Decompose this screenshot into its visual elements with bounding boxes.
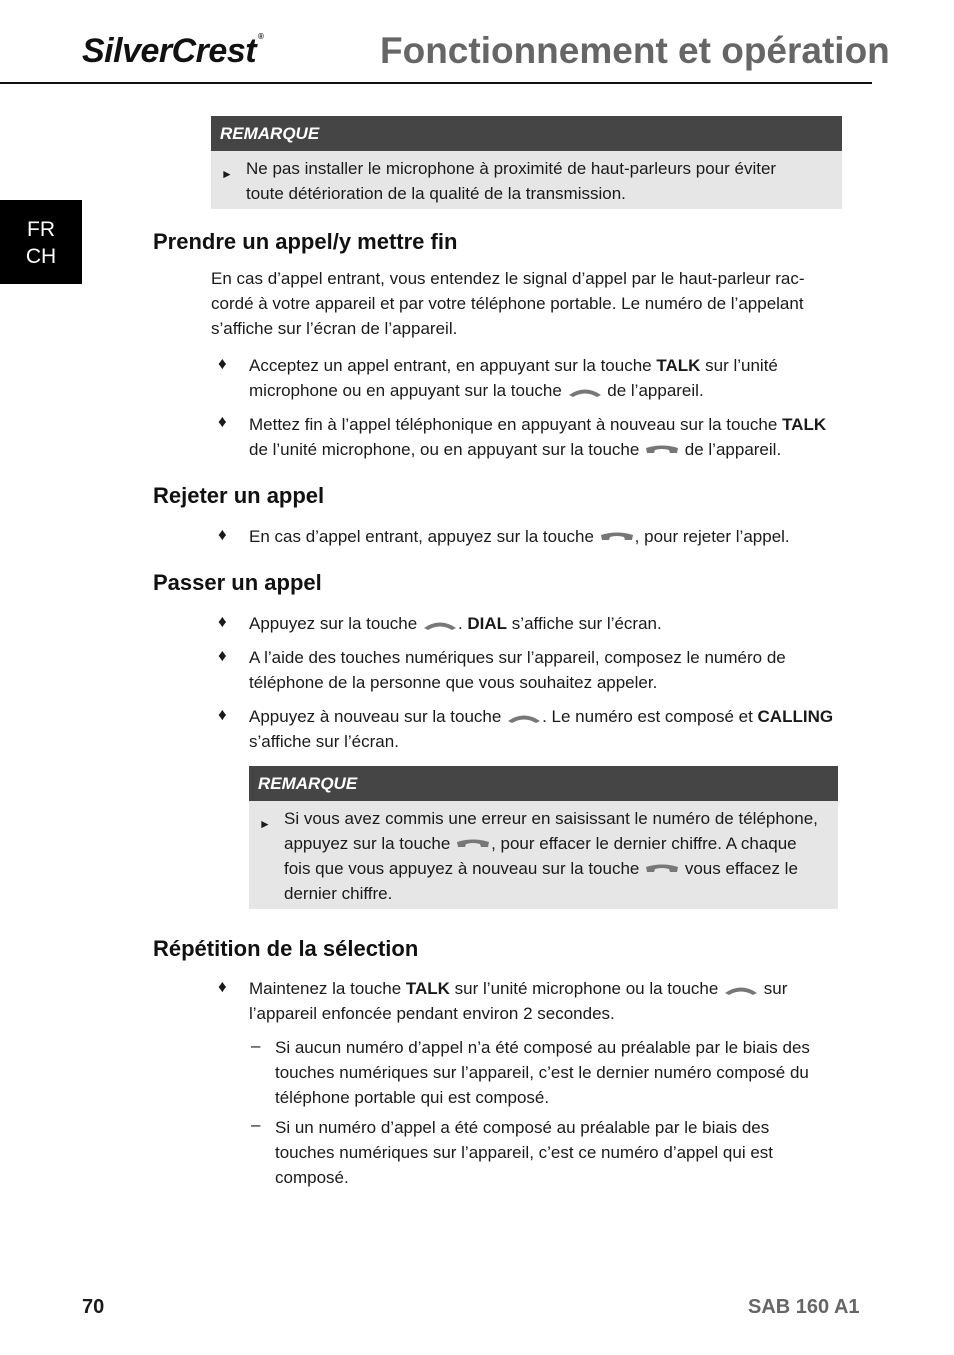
text: touches numériques sur l’appareil, c’est ce numéro d’appel qui est: [275, 1143, 773, 1162]
model-number: SAB 160 A1: [748, 1296, 860, 1318]
diamond-bullet-icon: ♦: [218, 525, 227, 544]
text: A l’aide des touches numériques sur l’appareil, composez le numéro de: [249, 648, 786, 667]
phone-hangup-icon: [455, 838, 491, 852]
brand-logo: [82, 32, 263, 71]
text: microphone ou en appuyant sur la touche: [249, 381, 567, 400]
phone-pickup-icon: [506, 712, 542, 724]
phone-pickup-icon: [567, 386, 603, 398]
arrow-icon: ►: [221, 167, 233, 181]
diamond-bullet-icon: ♦: [218, 354, 227, 373]
note-line: toute détérioration de la qualité de la transmission.: [246, 184, 626, 203]
key-talk: TALK: [656, 356, 701, 375]
phone-hangup-icon: [599, 531, 635, 545]
text: En cas d’appel entrant, appuyez sur la touche: [249, 527, 599, 546]
text: s’affiche sur l’écran.: [249, 732, 399, 751]
text: fois que vous appuyez à nouveau sur la touche: [284, 859, 645, 878]
text: Acceptez un appel entrant, en appuyant sur la touche: [249, 356, 657, 375]
text: sur l’unité microphone ou la touche: [449, 979, 724, 998]
section-heading-redial: Répétition de la sélection: [153, 936, 419, 961]
diamond-bullet-icon: ♦: [218, 705, 227, 724]
diamond-bullet-icon: ♦: [218, 412, 227, 431]
section-heading-reject-call: Rejeter un appel: [153, 483, 325, 508]
language-fr: FR: [27, 218, 55, 241]
brand-name: SilverCrest: [82, 32, 257, 70]
phone-pickup-icon: [723, 984, 759, 996]
phone-pickup-icon: [422, 619, 458, 631]
text: vous effacez le: [680, 859, 798, 878]
arrow-icon: ►: [259, 817, 271, 831]
list-item: [249, 976, 849, 1026]
note-text: [211, 151, 842, 206]
list-item: [249, 353, 849, 403]
list-item: [249, 645, 849, 695]
text: téléphone de la personne que vous souhaitez appeler.: [249, 673, 658, 692]
dash-bullet: –: [251, 1115, 261, 1134]
language-tab: [0, 200, 82, 284]
text: téléphone portable qui est composé.: [275, 1088, 550, 1107]
text: de l’appareil.: [602, 381, 704, 400]
header-rule: [0, 82, 872, 84]
sub-list-item: [275, 1115, 850, 1190]
note-box: [249, 766, 838, 909]
text: de l’appareil.: [680, 440, 782, 459]
display-dial: DIAL: [467, 614, 508, 633]
text: , pour effacer le dernier chiffre. A chaque: [491, 834, 797, 853]
diamond-bullet-icon: ♦: [218, 646, 227, 665]
text: Mettez fin à l’appel téléphonique en appuyant à nouveau sur la touche: [249, 415, 783, 434]
text: . Le numéro est composé et: [542, 707, 758, 726]
note-line: [284, 856, 838, 881]
text: l’appareil enfoncée pendant environ 2 secondes.: [249, 1004, 615, 1023]
phone-hangup-icon: [644, 863, 680, 877]
text: s’affiche sur l’écran.: [507, 614, 662, 633]
text: touches numériques sur l’appareil, c’est le dernier numéro composé du: [275, 1063, 809, 1082]
key-talk: TALK: [405, 979, 450, 998]
section-intro: [211, 266, 851, 341]
section-heading-take-call: Prendre un appel/y mettre fin: [153, 229, 458, 254]
intro-line: En cas d’appel entrant, vous entendez le signal d’appel par le haut-parleur rac-: [211, 269, 805, 288]
note-line: dernier chiffre.: [284, 884, 393, 903]
language-ch: CH: [25, 245, 57, 268]
text: Appuyez à nouveau sur la touche: [249, 707, 507, 726]
text: .: [457, 614, 468, 633]
text: sur l’unité: [700, 356, 778, 375]
list-item: [249, 524, 849, 549]
key-talk: TALK: [782, 415, 827, 434]
note-box: [211, 116, 842, 209]
text: , pour rejeter l’appel.: [634, 527, 790, 546]
registered-mark: ®: [258, 32, 264, 41]
text: sur: [759, 979, 788, 998]
text: Maintenez la touche: [249, 979, 406, 998]
diamond-bullet-icon: ♦: [218, 977, 227, 996]
page-title: Fonctionnement et opération: [380, 30, 890, 71]
note-line: [284, 831, 838, 856]
intro-line: s’affiche sur l’écran de l’appareil.: [211, 319, 458, 338]
text: Si un numéro d’appel a été composé au préalable par le biais des: [275, 1118, 770, 1137]
diamond-bullet-icon: ♦: [218, 612, 227, 631]
text: Appuyez sur la touche: [249, 614, 422, 633]
note-line: Si vous avez commis une erreur en saisissant le numéro de téléphone,: [284, 809, 818, 828]
section-heading-make-call: Passer un appel: [153, 570, 322, 595]
text: appuyez sur la touche: [284, 834, 456, 853]
list-item: [249, 611, 849, 636]
list-item: [249, 412, 849, 462]
text: de l’unité microphone, ou en appuyant sur la touche: [249, 440, 645, 459]
note-heading: REMARQUE: [249, 766, 838, 801]
page-number: 70: [82, 1296, 105, 1318]
display-calling: CALLING: [757, 707, 834, 726]
sub-list-item: [275, 1035, 850, 1110]
intro-line: cordé à votre appareil et par votre téléphone portable. Le numéro de l’appelant: [211, 294, 804, 313]
list-item: [249, 704, 849, 754]
note-line: Ne pas installer le microphone à proximité de haut-parleurs pour éviter: [246, 159, 777, 178]
text: Si aucun numéro d’appel n’a été composé au préalable par le biais des: [275, 1038, 810, 1057]
text: composé.: [275, 1168, 349, 1187]
note-heading: REMARQUE: [211, 116, 842, 151]
note-text: [249, 801, 838, 906]
dash-bullet: –: [251, 1036, 261, 1055]
phone-hangup-icon: [644, 444, 680, 458]
